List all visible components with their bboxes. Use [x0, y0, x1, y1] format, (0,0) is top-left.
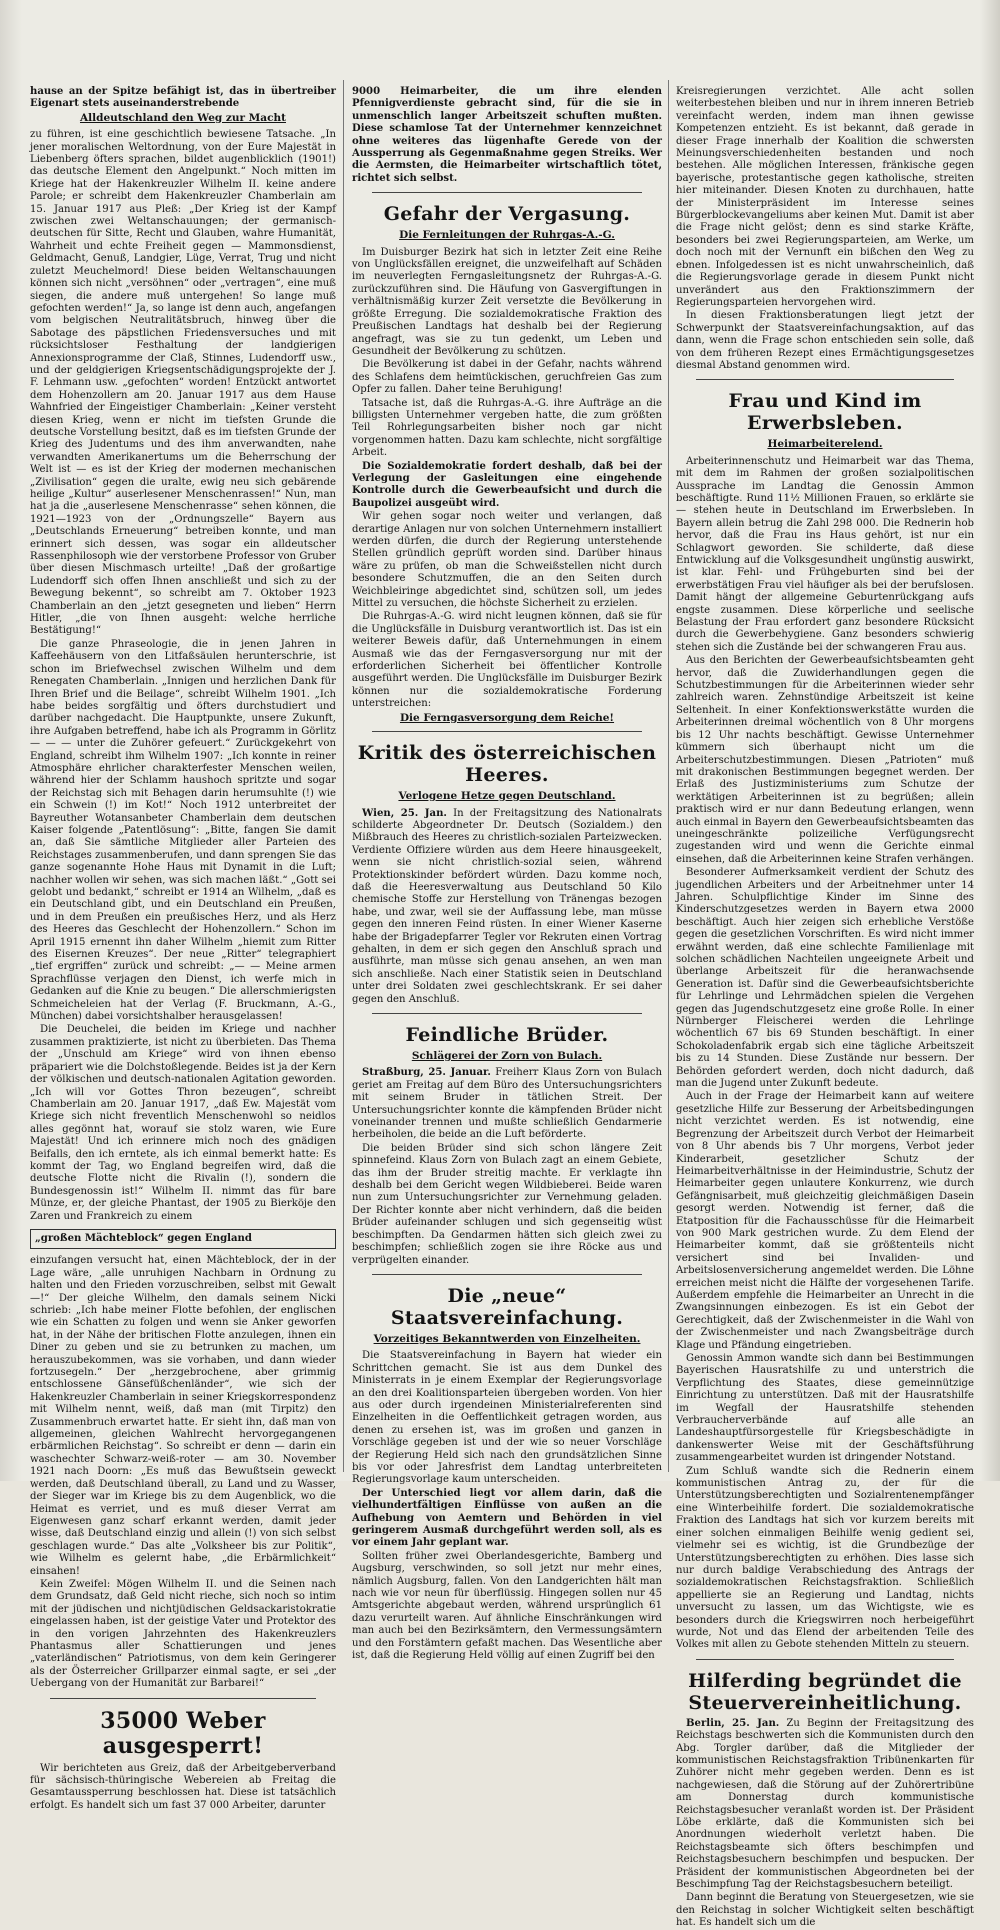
- headline-heeres: Kritik des österreichischen Heeres.: [357, 742, 657, 787]
- column-2: [352, 86, 663, 1662]
- paragraph: Die ganze Phraseologie, die in jenen Jahren in Kaffeehäusern von den Litfaßsäulen herunterschrie, ist schon im Briefwechsel zwischen Wilhelm und dem Renegaten Chamberlain. „Innigen und herzlichen Dank für Ihren Brief und die Beilage“, schreibt Wilhelm 1901. „Ich habe beides sorgfältig und öfters durchstudiert und darüber nachgedacht. Die Hauptpunkte, unsere Zukunft, ihre Aufgaben betreffend, habe ich als Programm in Görlitz — — — unter die Zuhörer gefeuert.“ Zurückgekehrt von England, schreibt ihm Wilhelm 1907: „Ich konnte in reiner Atmosphäre ehrlicher charakterfester Menschen weilen, während hier der Schlamm haushoch spritzte und sogar der Reichstag sich mit Behagen darin herumsuhlte (!) wie ein Schwein (!) im Kot!“ Noch 1912 unterbreitet der Bayreuther Wotansanbeter Chamberlain dem deutschen Kaiser folgende „Patentlösung“: „Bitte, fangen Sie damit an, daß Sie sämtliche Mitglieder aller Parteien des Reichstages zusammenberufen, und dann sprengen Sie das ganze sogenannte Hohe Haus mit Dynamit in die Luft; nachher wollen wir sehen, was sich machen läßt.“ „Gott sei gelobt und bedankt,“ schreibt er 1914 an Wilhelm, „daß es ein Deutschland gibt, und ein Deutschland ein Preußen, und in dem Preußen ein preußisches Herz, und als Herz des Heeres das Geschlecht der Hohenzollern.“ Schon im April 1915 ernennt ihn daher Wilhelm „hiemit zum Ritter des Eisernen Kreuzes“. Der neue „Ritter“ telegraphiert „tief ergriffen“ zurück und schreibt: „— — Meine armen Sprachflüsse verjagen den Dienst, ich werfe mich in Gedanken auf die Knie zu beugen.“ Die allerschmierigsten Schmeicheleien hat der Verlag (F. Bruckmann, A.-G., München) dabei vorsichtshalber herausgelassen!: [30, 638, 336, 1023]
- divider: [50, 1698, 316, 1699]
- paragraph: Die Ruhrgas-A.-G. wird nicht leugnen können, daß sie für die Unglücksfälle in Duisburg verantwortlich ist. Das ist ein weiterer Beweis dafür, daß Unternehmungen in einem Ausmaß wie das der Ferngasversorgung nur mit der erforderlichen Sicherheit bei öffentlicher Kontrolle ausgeführt werden. Die Unglücksfälle im Duisburger Bezirk können nur die sozialdemokratische Forderung unterstreichen:: [352, 611, 662, 710]
- paragraph: Die Deuchelei, die beiden im Kriege und nachher zusammen praktizierte, ist nicht zu überbieten. Das Thema der „Unschuld am Kriege“ wird von ihnen ebenso präpariert wie die Dolchstoßlegende. Beides ist ja der Kern der völkischen und deutsch-nationalen Agitation geworden. „Ich will vor Gottes Thron bezeugen“, schreibt Chamberlain am 20. Januar 1917, „daß Ew. Majestät vom Kriege sich nicht freventlich Menschenwohl so neidlos alles gegönnt hat, worauf sie stolz waren, wie Eure Majestät! Und ich erinnere mich noch des gnädigen Beifalls, den ich erntete, als ich einmal bemerkt hatte: Es kommt der Tag, wo England begreifen wird, daß die deutsche Flotte nicht die Rivalin (!), sondern die Bundesgenossin ist!“ Wilhelm II. nimmt das für bare Münze, er, der gleiche Phantast, der 1905 zu Bierköje den Zaren und Frankreich zu einem: [30, 1024, 336, 1222]
- paragraph: Dann beginnt die Beratung von Steuergesetzen, wie sie den Reichstag in solcher Wichtigkeit selten beschäftigt hat. Es handelt sich um die: [676, 1892, 974, 1929]
- column-3: [676, 86, 974, 1929]
- framed-quote: „großen Mächteblock“ gegen England: [30, 1229, 336, 1249]
- dateline: Straßburg, 25. Januar.: [362, 1067, 491, 1079]
- demand-line: Die Ferngasversorgung dem Reiche!: [399, 711, 615, 724]
- headline-weber: 35000 Weber ausgesperrt!: [100, 1707, 266, 1759]
- divider: [372, 1274, 642, 1275]
- subheadline: Schlägerei der Zorn von Bulach.: [411, 1050, 603, 1062]
- paragraph: Die Staatsvereinfachung in Bayern hat wieder ein Schrittchen gemacht. Sie ist aus dem Dunkel des Ministerrats in je einem Exemplar der Regierungsvorlage an den drei Koalitionsparteien übergeben worden. Von hier aus oder durch irgendeinen Ministerialreferenten sind Einzelheiten in die Oeffentlichkeit getragen worden, aus denen zu ersehen ist, was im großen und ganzen in Vorschläge gegeben ist und der wie so neuer Vorschläge der Regierung Held sich nach den grundsätzlichen Sinne bis vor oder Jahresfrist dem Landtag unterbreiteten Regierungsvorlage kaum unterscheiden.: [352, 1350, 662, 1486]
- paragraph: zu führen, ist eine geschichtlich bewiesene Tatsache. „In jener moralischen Weltordnung, von der Eure Majestät in Liebenberg öfters sprachen, bildet augenblicklich (1901!) das deutsche Element den Angelpunkt.“ Noch mitten im Kriege hat der Hakenkreuzler Wilhelm II. keine andere Parole; er schreibt dem Hakenkreuzler Chamberlain am 15. Januar 1917 aus Pleß: „Der Krieg ist der Kampf zwischen zwei Weltanschauungen; der germanisch-deutschen für Sitte, Recht und Glauben, wahre Humanität, Wahrheit und echte Freiheit gegen — Mammonsdienst, Geldmacht, Genuß, Landgier, Lüge, Verrat, Trug und nicht zuletzt Meuchelmord! Diese beiden Weltanschauungen können sich nicht „versöhnen“ oder „vertragen“, eine muß siegen, die andere muß untergehen! So lange muß gefochten werden!“ Ja, so lange ist denn auch, angefangen vom belgischen Neutralitätsbruch, hinweg über die Sabotage des päpstlichen Friedensversuches und mit rücksichtsloser Festhaltung der landgierigen Annexionsprogramme der Claß, Stinnes, Ludendorff usw., und der geldgierigen Kriegsentschädigungsprojekte der J. F. Lehmann usw. „gefochten“ worden! Entzückt antwortet dem Hohenzollern am 20. Januar 1917 aus dem Hause Wahnfried der Eingeistiger Chamberlain: „Keiner versteht diesen Krieg, wenn er nicht im tiefsten Grunde die deutsche Vorstellung besitzt, daß es im tiefsten Grunde der Krieg des Judentums und des ihm anverwandten, nahe verwandten Amerikanertums um die Beherrschung der Welt ist — es ist der Krieg der modernen mechanischen „Zivilisation“ gegen die uralte, ewig neu sich gebärende heilige „Kultur“ auserlesener Menschenrassen!“ Nun, man hat ja die „auserlesene Menschenrasse“ sehen können, die 1921—1923 von der „Ordnungszelle“ Bayern aus „Deutschlands Erneuerung“ betreiben konnte, und man erinnert sich dessen, was sogar ein alldeutscher Rassenphilosoph wie der verstorbene Professor von Gruber über diesen Mischmasch urteilte! „Daß der großartige Ludendorff sich offen Ihnen anschließt und sich zu der Bewegung bekennt“, so schreibt am 7. Oktober 1923 Chamberlain an den „jetzt gesegneten und lieben“ Herrn Hitler, „die von Ihnen ausgeht: welche herrliche Bestätigung!“: [30, 129, 336, 637]
- column-rule: [668, 80, 669, 1472]
- paragraph: Tatsache ist, daß die Ruhrgas-A.-G. ihre Aufträge an die billigsten Unternehmer vergeben hatte, die zum größten Teil Rohrlegungsarbeiten bisher noch gar nicht vorgenommen hatten. Dazu kam schlechte, nicht sorgfältige Arbeit.: [352, 397, 662, 459]
- divider: [696, 1659, 954, 1660]
- section-title: Alldeutschland den Weg zur Macht: [79, 111, 286, 124]
- paragraph: Zu Beginn der Freitagsitzung des Reichstags beschwerten sich die Kommunisten durch den Abg. Torgler darüber, daß die Mitglieder der kommunistischen Reichstagsfraktion Tribünenkarten für Zuhörer nicht mehr gegeben werden. Denn es ist nachgewiesen, daß die Störung auf der Zuhörertribüne am Donnerstag durch kommunistische Reichstagsbesucher veranlaßt worden ist. Der Präsident Löbe erklärte, daß die Kommunisten sich bei Anordnungen wiederholt verletzt haben. Die Reichstagsbeamte sich öfters beschimpfen und Reichstagsbesuchern beschimpfen und bespucken. Der Präsident der kommunistischen Abgeordneten bei der Beschimpfung Tag der Reichstagsbesuchern beteiligt.: [676, 1717, 974, 1891]
- paragraph: Im Duisburger Bezirk hat sich in letzter Zeit eine Reihe von Unglücksfällen ereignet, die unzweifelhaft auf Schäden im neuverlegten Ferngasleitungsnetz der Ruhrgas-A.-G. zurückzuführen sind. Die Häufung von Gasvergiftungen in verhältnismäßig kurzer Zeit versetzte die Bevölkerung in größte Erregung. Die sozialdemokratische Fraktion des Preußischen Landtags hat deshalb bei der Regierung angefragt, was sie zu tun gedenkt, um Leben und Gesundheit der Bevölkerung zu schützen.: [352, 246, 662, 357]
- paragraph: Die beiden Brüder sind sich schon längere Zeit spinnefeind. Klaus Zorn von Bulach zagt an einem Gebiete, das ihm der Bruder streitig machte. Er verklagte ihn deshalb bei dem Gericht wegen Wildbieberei. Beide waren nun zum Untersuchungsrichter zur Vernehmung geladen. Der Richter konnte aber nicht verhindern, daß die beiden Brüder aufeinander schlugen und sich gegenseitig wüst beschimpften. Da Gendarmen hätten sich gleich zwei zu beschimpfen; schließlich zogen sie ihre Röcke aus und verprügelten einander.: [352, 1142, 662, 1266]
- paragraph: Arbeiterinnenschutz und Heimarbeit war das Thema, mit dem im Rahmen der großen sozialpolitischen Aussprache im Landtag die Genossin Ammon beschäftigte. Rund 11½ Millionen Frauen, so erklärte sie — stehen heute in Deutschland im Erwerbsleben. In Bayern allein betrug die Zahl 298 000. Die Rednerin hob hervor, daß die Frau ins Haus gehört, ist nur ein Schlagwort geworden. Sie schilderte, daß diese Entwicklung auf die Volksgesundheit ungünstig auswirkt, ist klar. Fehl- und Frühgeburten sind bei der erwerbstätigen Frau viel häufiger als bei der berufslosen. Damit hängt der allgemeine Geburtenrückgang aufs engste zusammen. Diese körperliche und seelische Belastung der Frau erfordert ganz besondere Rücksicht durch die Gewerbehygiene. Ganz besonders schwierig stehen sich die Zustände bei der schwangeren Frau aus.: [676, 455, 974, 653]
- headline-hilferding: Hilferding begründet die Steuervereinheitlichung.: [688, 1669, 962, 1714]
- article-continuation: hause an der Spitze befähigt ist, das in übertreiber Eigenart stets auseinanderstrebende: [30, 86, 336, 110]
- paragraph: Besonderer Aufmerksamkeit verdient der Schutz des jugendlichen Arbeiters und der Arbeitnehmer unter 14 Jahren. Schulpflichtige Kinder im Sinne des Kinderschutzgesetzes werden in Bayern etwa 2000 beschäftigt. Auch hier zeigen sich erhebliche Verstöße gegen die gesetzlichen Vorschriften. Es wird nicht immer erwähnt werden, daß eine schlechte Familienlage mit solchen schädlichen Nachteilen ungeeignete Arbeit und überlange Arbeitszeit für die heranwachsende Generation ist. Dafür sind die Gewerbeaufsichtsberichte für Lehrlinge und Lehrmädchen spielen die Vergehen gegen das Jugendschutzgesetz eine große Rolle. In einer Nürnberger Fleischerei werden die Lehrlinge wöchentlich 67 bis 69 Stunden beschäftigt. In einer Schokoladenfabrik ergab sich eine tägliche Arbeitszeit bis zu 14 Stunden. Diese Zustände nur bessern. Der Behörden gefordert werden, doch nicht dadurch, daß man die Jugend unter Zukunft bedeute.: [676, 867, 974, 1090]
- paragraph: Wir gehen sogar noch weiter und verlangen, daß derartige Anlagen nur von solchen Unternehmern installiert werden dürfen, die durch der Regierung unterstehende Stellen gründlich geprüft worden sind. Darüber hinaus wäre zu prüfen, ob man die Schweißstellen nicht durch besondere Schutzmuffen, die an den Seiten durch Weichbleiringe abgedichtet sind, schützen soll, um jedes Mittel zu versuchen, die höchste Sicherheit zu erzielen.: [352, 511, 662, 610]
- paragraph: Der Unterschied liegt vor allem darin, daß die vielhundertfältigen Einflüsse von außen an die Aufhebung von Aemtern und Behörden in viel geringerem Ausmaß durchgeführt werden soll, als es vor einem Jahr geplant war.: [352, 1487, 662, 1549]
- dateline: Berlin, 25. Jan.: [686, 1717, 780, 1729]
- paragraph: Aus den Berichten der Gewerbeaufsichtsbeamten geht hervor, daß die Zuwiderhandlungen gegen die Schutzbestimmungen für die Arbeiterinnen wieder sehr zahlreich waren. Zehnstündige Arbeitszeit ist keine Seltenheit. In einer Konfektionswerkstätte wurden die Arbeiterinnen dreimal wöchentlich von 8 Uhr morgens bis 12 Uhr nachts beschäftigt. Gewisse Unternehmer kümmern sich überhaupt nicht um die Arbeiterschutzbestimmungen. Diesen „Patrioten“ muß mit drakonischen Bestimmungen begegnet werden. Der Erlaß des Justizministeriums zum Schutze der werktätigen Arbeiterinnen ist zu begrüßen; allein praktisch wird er nur dann Bedeutung erlangen, wenn auch einmal in Bayern den Gewerbeaufsichtsbeamten das uneingeschränkte polizeiliche Verfügungsrecht zugestanden wird und wenn die Gerichte einmal einsehen, daß die Arbeiterinnen keine Strafen verhängen.: [676, 655, 974, 865]
- paragraph: Wir berichteten aus Greiz, daß der Arbeitgeberverband für sächsisch-thüringische Webereien ab Freitag die Gesamtaussperrung beschlossen hat. Diese ist tatsächlich erfolgt. Es handelt sich um fast 37 000 Arbeiter, darunter: [30, 1762, 336, 1811]
- paragraph: einzufangen versucht hat, einen Mächteblock, der in der Lage wäre, „alle unruhigen Nachbarn in Ordnung zu halten und den Frieden vorzuschreiben, selbst mit Gewalt —!“ Der gleiche Wilhelm, den damals seinem Nicki schrieb: „Ich habe meiner Flotte befohlen, der englischen wie ein Schatten zu folgen und wenn sie Anker geworfen hat, in der Nähe der britischen Flotte anzulegen, ihnen ein Diner zu geben und sie zu betrunken zu machen, um herauszubekommen, was sie vorhaben, und dann wieder fortzusegeln.“ Der „herzgebrochene, aber grimmig entschlossene Gänsefüßchenländer“, wie sich der Hakenkreuzler Chamberlain in seiner Kriegskorrespondenz mit Wilhelm nennt, weiß, daß man (mit Tirpitz) den Zusammenbruch erwartet hatte. Er sieht ihn, daß man von allgemeinen, gleichen Wahlrecht hervorgegangenen erbärmlichen Reichstag“. So schreibt er denn — darin ein waschechter Schwarz-weiß-roter — am 30. November 1921 nach Doorn: „Es muß das Bewußtsein geweckt werden, daß Deutschland überall, zu Land und zu Wasser, der Sieger war im Kriege bis zu dem Augenblick, wo die Heimat es verriet, und es muß dieser Verrat am Eigenwesen ganz scharf erkannt werden, damit jeder wisse, daß Deutschland einzig und allein (!) von sich selbst geschlagen wurde.“ Das alte „Volksheer bis zur Politik“, wie Wilhelm es gelernt habe, „die Erbärmlichkeit“ einsahen!: [30, 1255, 336, 1577]
- scan-edge-left: [0, 0, 22, 1481]
- paragraph: Zum Schluß wandte sich die Rednerin einem kommunistischen Antrag zu, der für die Unterstützungsberechtigten und Sozialrentenempfänger eine Winterbeihilfe fordert. Die sozialdemokratische Fraktion des Landtags hat sich vor kurzem bereits mit einer solchen einmaligen Beihilfe wenig gedient sei, vielmehr sei es wichtig, ist die Grundbezüge der Unterstützungsberechtigten zu erhöhen. Dies lasse sich nur durch baldige Verabschiedung des Antrags der sozialdemokratischen Reichstagsfraktion. Schließlich appellierte sie an Regierung und Landtag, nichts unversucht zu lassen, um das Wichtigste, wie es besonders durch die Kriegswirren noch herbeigeführt wurde, Not und das Elend der arbeitenden Teile des Volkes mit allen zu Gebote stehenden Mitteln zu steuern.: [676, 1465, 974, 1651]
- paragraph: Sollten früher zwei Oberlandesgerichte, Bamberg und Augsburg, verschwinden, so soll jetzt nur mehr eines, nämlich Augsburg, fallen. Von den Landgerichten hält man nach wie vor neun für überflüssig. Hingegen sollen nur 45 Amtsgerichte abgebaut werden, während ursprünglich 61 dazu verurteilt waren. Auf ähnliche Einschränkungen wird man auch bei den Bezirksämtern, den Vermessungsämtern und den Forstämtern gefaßt machen. Das Wesentliche aber ist, daß die Regierung Held völlig auf einen Zugriff bei den: [352, 1550, 662, 1662]
- paragraph: Auch in der Frage der Heimarbeit kann auf weitere gesetzliche Hilfe zur Besserung der Arbeitsbedingungen nicht verzichtet werden. Es ist notwendig, eine Begrenzung der Arbeitszeit durch Verbot der Heimarbeit von 8 Uhr abends bis 7 Uhr morgens, Verbot jeder Kinderarbeit, gesetzlicher Schutz der Heimarbeitverhältnisse in der Heimindustrie, Schutz der Heimarbeiter gegen unlautere Konkurrenz, wie durch Gefängnisarbeit, muß gleichzeitig gleichmäßigen Dasein gesorgt werden. Notwendig ist ferner, daß die Etatposition für die Fachausschüsse für die Heimarbeit von 900 Mark gestrichen wurde. Zu dem Elend der Heimarbeiter kommt, daß sie größtenteils nicht versichert sind bei Invaliden- und Arbeitslosenversicherung angemeldet werden. Die Löhne erreichen meist nicht die Hälfte der vorgesehenen Tarife. Außerdem empfehle die Heimarbeiter an Unrecht in die Zwangsinnungen einbezogen. Es ist ein Gebot der Gerechtigkeit, daß der Zwischenmeister in die Wahl von der Zwischenmeister und nach Zwangsbeiträge durch Klage und Pfändung eingetrieben.: [676, 1091, 974, 1351]
- headline-vergasung: Gefahr der Vergasung.: [383, 203, 631, 226]
- paragraph: In der Freitagsitzung des Nationalrats schilderte Abgeordneter Dr. Deutsch (Sozialdem.) den Mißbrauch des Heeres zu christlich-sozialen Parteizwecken. Verdiente Offiziere würden aus dem Heere hinausgeekelt, wenn sie nicht christlich-sozial seien, während Protektionskinder befördert würden. Dazu komme noch, daß die Heeresverwaltung aus Deutschland 50 Kilo chemische Stoffe zur Herstellung von Tränengas bezogen habe, und zwar, weil sie der Auffassung lebe, man müsse gegen den inneren Feind rüsten. In einer Wiener Kaserne habe der Brigadepfarrer Tegler vor Rekruten einen Vortrag gehalten, in dem er sich gegen den Anschluß sprach und ausführte, man müsse sich genau ansehen, an wen man sich anschließe. Nach einer Statistik seien in Deutschland unter drei Soldaten zwei geschlechtskrank. Er sei daher gegen den Anschluß.: [352, 807, 663, 1005]
- divider: [372, 1013, 642, 1014]
- dateline: Wien, 25. Jan.: [362, 807, 447, 819]
- subheadline: Heimarbeiterelend.: [767, 438, 883, 451]
- paragraph: Freiherr Klaus Zorn von Bulach geriet am Freitag auf dem Büro des Untersuchungsrichters mit seinem Bruder in tätlichen Streit. Der Untersuchungsrichter konnte die kämpfenden Brüder nicht voneinander trennen und mußte schließlich Gendarmerie herbeiholen, die beide an die Luft beförderte.: [352, 1067, 662, 1141]
- subheadline: Verlogene Hetze gegen Deutschland.: [398, 790, 616, 803]
- subheadline: Die Fernleitungen der Ruhrgas-A.-G.: [399, 229, 615, 242]
- paragraph: Kein Zweifel: Mögen Wilhelm II. und die Seinen nach dem Grundsatz, daß Geld nicht rieche, sich noch so intim mit der jüdischen und nichtjüdischen Geldsackaristokratie eingelassen haben, ist der geistige Vater und Protektor des in den vorigen Jahrzehnten des Hakenkreuzlers Phantasmus aller Schattierungen und jenes „vaterländischen“ Patriotismus, von dem kein Geringerer als der Österreicher Grillparzer einmal sagte, er sei „der Uebergang von der Humanität zur Barbarei!“: [30, 1578, 336, 1690]
- paragraph: In diesen Fraktionsberatungen liegt jetzt der Schwerpunkt der Staatsvereinfachungsaktion, auf das dann, wenn die Frage schon entschieden sein solle, daß von dem früheren Rezept eines Ermächtigungsgesetzes diesmal Abstand genommen wird.: [676, 310, 974, 371]
- paragraph: Die Sozialdemokratie fordert deshalb, daß bei der Verlegung der Gasleitungen eine eingehende Kontrolle durch die Gewerbeaufsicht und durch die Baupolizei ausgeübt wird.: [352, 460, 662, 509]
- divider: [696, 379, 954, 380]
- subheadline: Vorzeitiges Bekanntwerden von Einzelheiten.: [373, 1332, 641, 1345]
- headline-staatsvereinfachung: Die „neue“ Staatsvereinfachung.: [390, 1284, 624, 1329]
- headline-frau-kind: Frau und Kind im Erwerbsleben.: [728, 390, 922, 435]
- article-continuation: Kreisregierungen verzichtet. Alle acht sollen weiterbestehen bleiben und nur in ihrem inneren Betrieb vereinfacht werden, indem man ihnen gewisse Kompetenzen entzieht. Es ist bekannt, daß gerade in dieser Frage innerhalb der Koalition die schwersten Meinungsverschiedenheiten bestanden und noch bestehen. Alle möglichen Interessen, fränkische gegen bayerische, protestantische gegen katholische, streiten hier miteinander. Diesen Knoten zu durchhauen, hatte der Ministerpräsident im Interesse seines Bürgerblockevangeliums aber keinen Mut. Damit ist aber die Frage nicht gelöst; denn es sind starke Kräfte, besonders bei zwei Regierungsparteien, am Werke, um doch noch mit der Vernunft ein bißchen den Weg zu ebnen. Infolgedessen ist es nicht unwahrscheinlich, daß die Regierungsvorlage gerade in diesem Punkt nicht unverändert aus den Fraktionszimmern der Regierungsparteien hervorgehen wird.: [676, 86, 974, 308]
- scan-edge-right: [980, 0, 1000, 1481]
- article-continuation: 9000 Heimarbeiter, die um ihre elenden Pfennigverdienste gebracht sind, für die sie in unmenschlich langer Arbeitszeit schuften mußten. Diese schamlose Tat der Unternehmer kennzeichnet ohne weiteres das lügenhafte Gerede von der Aussperrung als Gegenmaßnahme gegen Streiks. Wer die Aermsten, die Heimarbeiter wirtschaftlich tötet, richtet sich selbst.: [352, 86, 662, 184]
- column-1: [30, 86, 336, 1811]
- divider: [372, 731, 642, 732]
- paragraph: Genossin Ammon wandte sich dann bei Bestimmungen Bayerischen Hausratshilfe zu und unterstrich die Verpflichtung des Staates, diese gemeinnützige Einrichtung zu unterstützen. Daß mit der Hausratshilfe im Wegfall der Hausratshilfe stehenden Verbraucherverbände auf alle an Landeshauptfürsorgestelle für Kriegsbeschädigte in dankenswerter Weise mit der Geschäftsführung zusammengearbeitet wurden ist dringender Notstand.: [676, 1353, 974, 1464]
- column-rule: [343, 80, 344, 1472]
- paragraph: Die Bevölkerung ist dabei in der Gefahr, nachts während des Schlafens dem heimtückischen, geruchfreien Gas zum Opfer zu fallen. Daher teine Beruhigung!: [352, 359, 662, 396]
- divider: [372, 192, 642, 193]
- headline-brueder: Feindliche Brüder.: [405, 1024, 609, 1046]
